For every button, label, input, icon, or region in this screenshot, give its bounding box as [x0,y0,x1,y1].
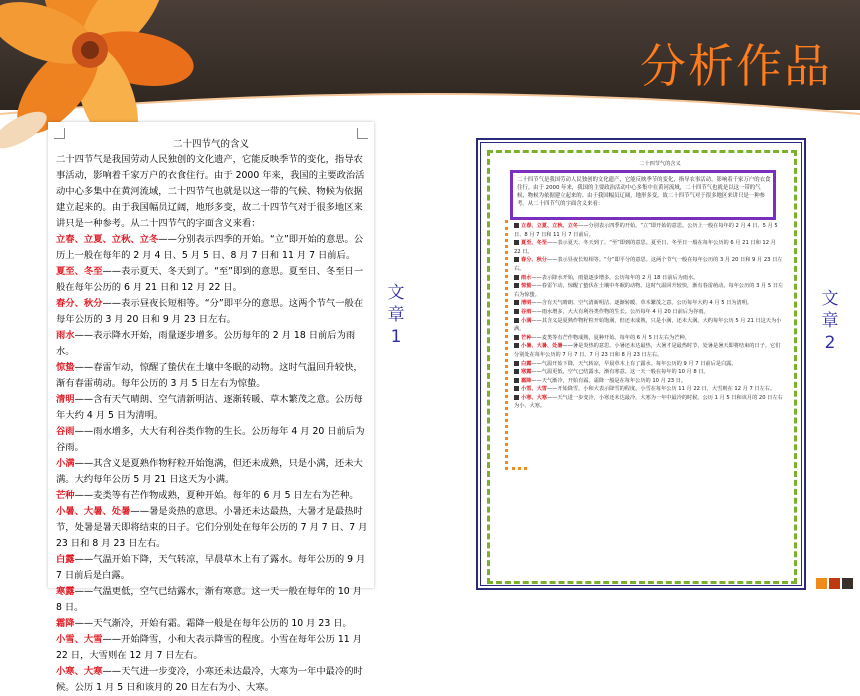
article-2-item [514,334,784,343]
article-2-item [514,317,784,334]
article-1-intro: 二十四节气是我国劳动人民独创的文化遗产，它能反映季节的变化，指导农事活动，影响着千家万户的衣食住行。由于 2000 年来，我国的主要政治活动中心多集中在黄河流域，二十四节气也就是以这一带的气候、物候为依据建立起来的。由于我国幅员辽阔，地形多变，故二十四节气对于很多地区来讲只是一种参考。从二十四节气的字面含义来看： [56,154,365,229]
article-2-item [514,368,784,377]
item-term: 夏至、冬至 [521,240,547,247]
item-term: 小雪、大雪 [521,386,547,393]
article-1-item [56,504,368,552]
article-1-item [56,328,368,360]
label-char: 文 [387,283,405,303]
bullet-icon [514,275,519,280]
item-text: ——分别表示四季的开始。“立”即开始的意思。公历上一般在每年的 2 月 4 日、5 月 5 日、8 月 7 日和 11 月 7 日前后。 [514,223,778,238]
item-term: 小寒、大寒 [56,666,103,677]
item-text: ——表示降水开始，雨量逐步增多。公历每年的 2 月 18 日前后为雨水。 [56,330,356,357]
item-text: ——气温开始下降，天气转凉，早晨草木上有了露水。每年公历的 9 月 7 日前后是白露。 [56,554,366,581]
label-char: 2 [824,333,836,353]
bullet-icon [514,335,519,340]
item-text: ——气温开始下降，天气转凉，早晨草木上有了露水。每年公历的 9 月 7 日前后是白露。 [531,360,737,367]
bullet-icon [514,309,519,314]
article-1-body [56,152,368,696]
purple-intro-box [510,170,776,220]
article-1-item [56,616,368,632]
label-article-1 [386,282,406,348]
bullet-icon [514,318,519,323]
bullet-icon [514,386,519,391]
article-1-item [56,456,368,488]
article-1-item [56,632,368,664]
item-term: 春分、秋分 [56,298,103,309]
item-text: ——开始降雪，小和大表示降雪的程度。小雪在每年公历 11 月 22 日，大雪则在 12 月 7 日左右。 [546,386,776,393]
article-2-item [514,394,784,411]
article-1-title: 二十四节气的含义 [172,139,249,150]
item-term: 小满 [56,458,75,469]
bullet-icon [514,361,519,366]
article-2-item [514,282,784,299]
article-2-intro: 二十四节气是我国劳动人民独创的文化遗产，它能反映季节的变化，指导农事活动，影响着千家万户的衣食住行。由于 2000 年来，我国的主要政治活动中心多集中在黄河流域，二十四节气也就是以这一带的气候、物候为依据建立起来的。由于我国幅员辽阔，地形多变，故二十四节气对于很多地区来讲只是一种参考。从二十四节气的字面含义来看： [517,177,771,207]
bullet-icon [514,283,519,288]
item-text: ——雨水增多，大大有利谷类作物的生长。公历每年 4 月 20 日前后为谷雨。 [531,308,709,315]
label-char: 章 [387,305,405,325]
item-term: 清明 [521,300,532,307]
bullet-icon [514,343,519,348]
item-text: ——天气渐冷，开始有霜。霜降一般是在每年公历的 10 月 23 日。 [531,377,687,384]
item-text: ——暑是炎热的意思。小暑还未达最热，大暑才是最热时节，处暑是暑天即将结束的日子。它们分别处在每年公历的 7 月 7 日、7 月 23 日和 8 月 23 日左右。 [514,343,781,358]
item-term: 谷雨 [521,308,532,315]
item-term: 雨水 [521,274,532,281]
item-term: 芒种 [521,334,532,341]
article-1-item [56,392,368,424]
item-text: ——天气进一步变冷，小寒还未达最冷，大寒为一年中最冷的时候。公历 1 月 5 日和该月的 20 日左右为小、大寒。 [56,666,363,693]
article-1-item [56,360,368,392]
bullet-icon [514,257,519,262]
item-text: ——暑是炎热的意思。小暑还未达最热，大暑才是最热时节，处暑是暑天即将结束的日子。它们分别处在每年公历的 7 月 7 日、7 月 23 日和 8 月 23 日左右。 [56,506,368,549]
bullet-icon [514,300,519,305]
article-2-item [514,308,784,317]
item-term: 立春、立夏、立秋、立冬 [521,223,579,229]
item-term: 小暑、大暑、处暑 [56,506,131,517]
article-2-item [514,239,784,256]
crop-mark [357,128,368,139]
item-text: ——气温更低，空气已结露水，渐有寒意。这一天一般在每年的 10 月 8 日。 [531,369,709,376]
bullet-icon [514,240,519,245]
item-term: 白露 [521,360,532,367]
item-text: ——麦类等有芒作物成熟，夏种开始。每年的 6 月 5 日左右为芒种。 [531,334,690,341]
label-char: 文 [821,289,839,309]
item-term: 芒种 [56,490,75,501]
item-term: 小雪、大雪 [56,634,103,645]
item-text: ——表示降水开始，雨量逐步增多。公历每年的 2 月 18 日前后为雨水。 [531,274,699,281]
item-term: 寒露 [56,586,75,597]
article-1-item [56,664,368,696]
label-char: 1 [390,327,402,347]
item-text: ——其含义是夏熟作物籽粒开始饱满，但还未成熟，只是小满，还未大满。大约每年公历 5 月 21 日这天为小满。 [514,317,782,333]
decor-square [829,578,840,589]
article-1-item [56,584,368,616]
article-1-item [56,232,368,264]
item-text: ——表示夏天、冬天到了。“至”即到的意思。夏至日、冬至日一般在每年公历的 6 月 21 日和 12 月 22 日。 [514,240,776,255]
item-text: ——雨水增多，大大有利谷类作物的生长。公历每年 4 月 20 日前后为谷雨。 [56,426,365,453]
article-2-item [514,274,784,283]
article-2-item [514,222,784,239]
article-2-item [514,360,784,369]
item-text: ——表示昼夜长短相等。“分”即平分的意思。这两个节气一般在每年公历的 3 月 20 日和 9 月 23 日左右。 [514,257,783,272]
item-term: 霜降 [56,618,75,629]
item-term: 惊蛰 [56,362,75,373]
item-term: 谷雨 [56,426,75,437]
item-text: ——表示夏天、冬天到了。“至”即到的意思。夏至日、冬至日一般在每年公历的 6 月 21 日和 12 月 22 日。 [56,266,364,293]
article-1-item [56,264,368,296]
item-term: 夏至、冬至 [56,266,103,277]
article-2-item [514,256,784,273]
article-1-item [56,552,368,584]
article-2-title: 二十四节气的含义 [639,161,681,167]
item-text: ——表示昼夜长短相等。“分”即平分的意思。这两个节气一般在每年公历的 3 月 20 日和 9 月 23 日左右。 [56,298,364,325]
item-text: ——天气进一步变冷，小寒还未达最冷，大寒为一年中最冷的时候。公历 1 月 5 日和该月的 20 日左右为小、大寒。 [514,394,783,410]
item-term: 小满 [521,317,532,324]
item-term: 寒露 [521,369,532,376]
item-text: ——含有天气晴朗、空气清新明洁、逐渐转暖、草木繁茂之意。公历每年大约 4 月 5 日为清明。 [531,300,753,307]
item-text: ——气温更低，空气已结露水，渐有寒意。这一天一般在每年的 10 月 8 日。 [56,586,362,613]
item-text: ——春雷乍动，惊醒了蛰伏在土壤中冬眠的动物。这时气温回升较快，渐有春雷萌动。每年公历的 3 月 5 日左右为惊蛰。 [514,283,784,298]
slide-title: 分析作品 [640,39,832,93]
bullet-icon [514,395,519,400]
decor-square [842,578,853,589]
item-text: ——麦类等有芒作物成熟，夏种开始。每年的 6 月 5 日左右为芒种。 [74,490,359,501]
article-1-item [56,488,368,504]
item-term: 惊蛰 [521,283,532,290]
article-1-page [48,122,374,693]
label-char: 章 [821,311,839,331]
item-text: ——分别表示四季的开始。“立”即开始的意思。公历上一般在每年的 2 月 4 日、5 月 5 日、8 月 7 日和 11 月 7 日前后。 [56,234,364,261]
item-text: ——天气渐冷，开始有霜。霜降一般是在每年公历的 10 月 23 日。 [74,618,352,629]
label-article-2 [820,288,840,354]
item-text: ——开始降雪，小和大表示降雪的程度。小雪在每年公历 11 月 22 日，大雪则在 12 月 7 日左右。 [56,634,362,661]
item-text: ——含有天气晴朗、空气清新明洁、逐渐转暖、草木繁茂之意。公历每年大约 4 月 5 日为清明。 [56,394,363,421]
article-2-item [514,342,784,359]
article-1-item [56,296,368,328]
item-text: ——其含义是夏熟作物籽粒开始饱满，但还未成熟，只是小满，还未大满。大约每年公历 5 月 21 日这天为小满。 [56,458,363,485]
bullet-icon [514,223,519,228]
item-text: ——春雷乍动，惊醒了蛰伏在土壤中冬眠的动物。这时气温回升较快，渐有春雷萌动。每年公历的 3 月 5 日左右为惊蛰。 [56,362,363,389]
article-1-item [56,424,368,456]
article-2-item [514,299,784,308]
article-2-body [514,222,784,411]
decor-square [816,578,827,589]
item-term: 清明 [56,394,75,405]
bullet-icon [514,378,519,383]
item-term: 霜降 [521,377,532,384]
item-term: 小寒、大寒 [521,394,547,401]
item-term: 立春、立夏、立秋、立冬 [56,234,159,245]
bullet-icon [514,369,519,374]
crop-mark [54,128,65,139]
item-term: 春分、秋分 [521,257,547,264]
item-term: 雨水 [56,330,75,341]
item-term: 白露 [56,554,75,565]
item-term: 小暑、大暑、处暑 [521,343,563,350]
article-2-item [514,377,784,386]
article-2-item [514,385,784,394]
